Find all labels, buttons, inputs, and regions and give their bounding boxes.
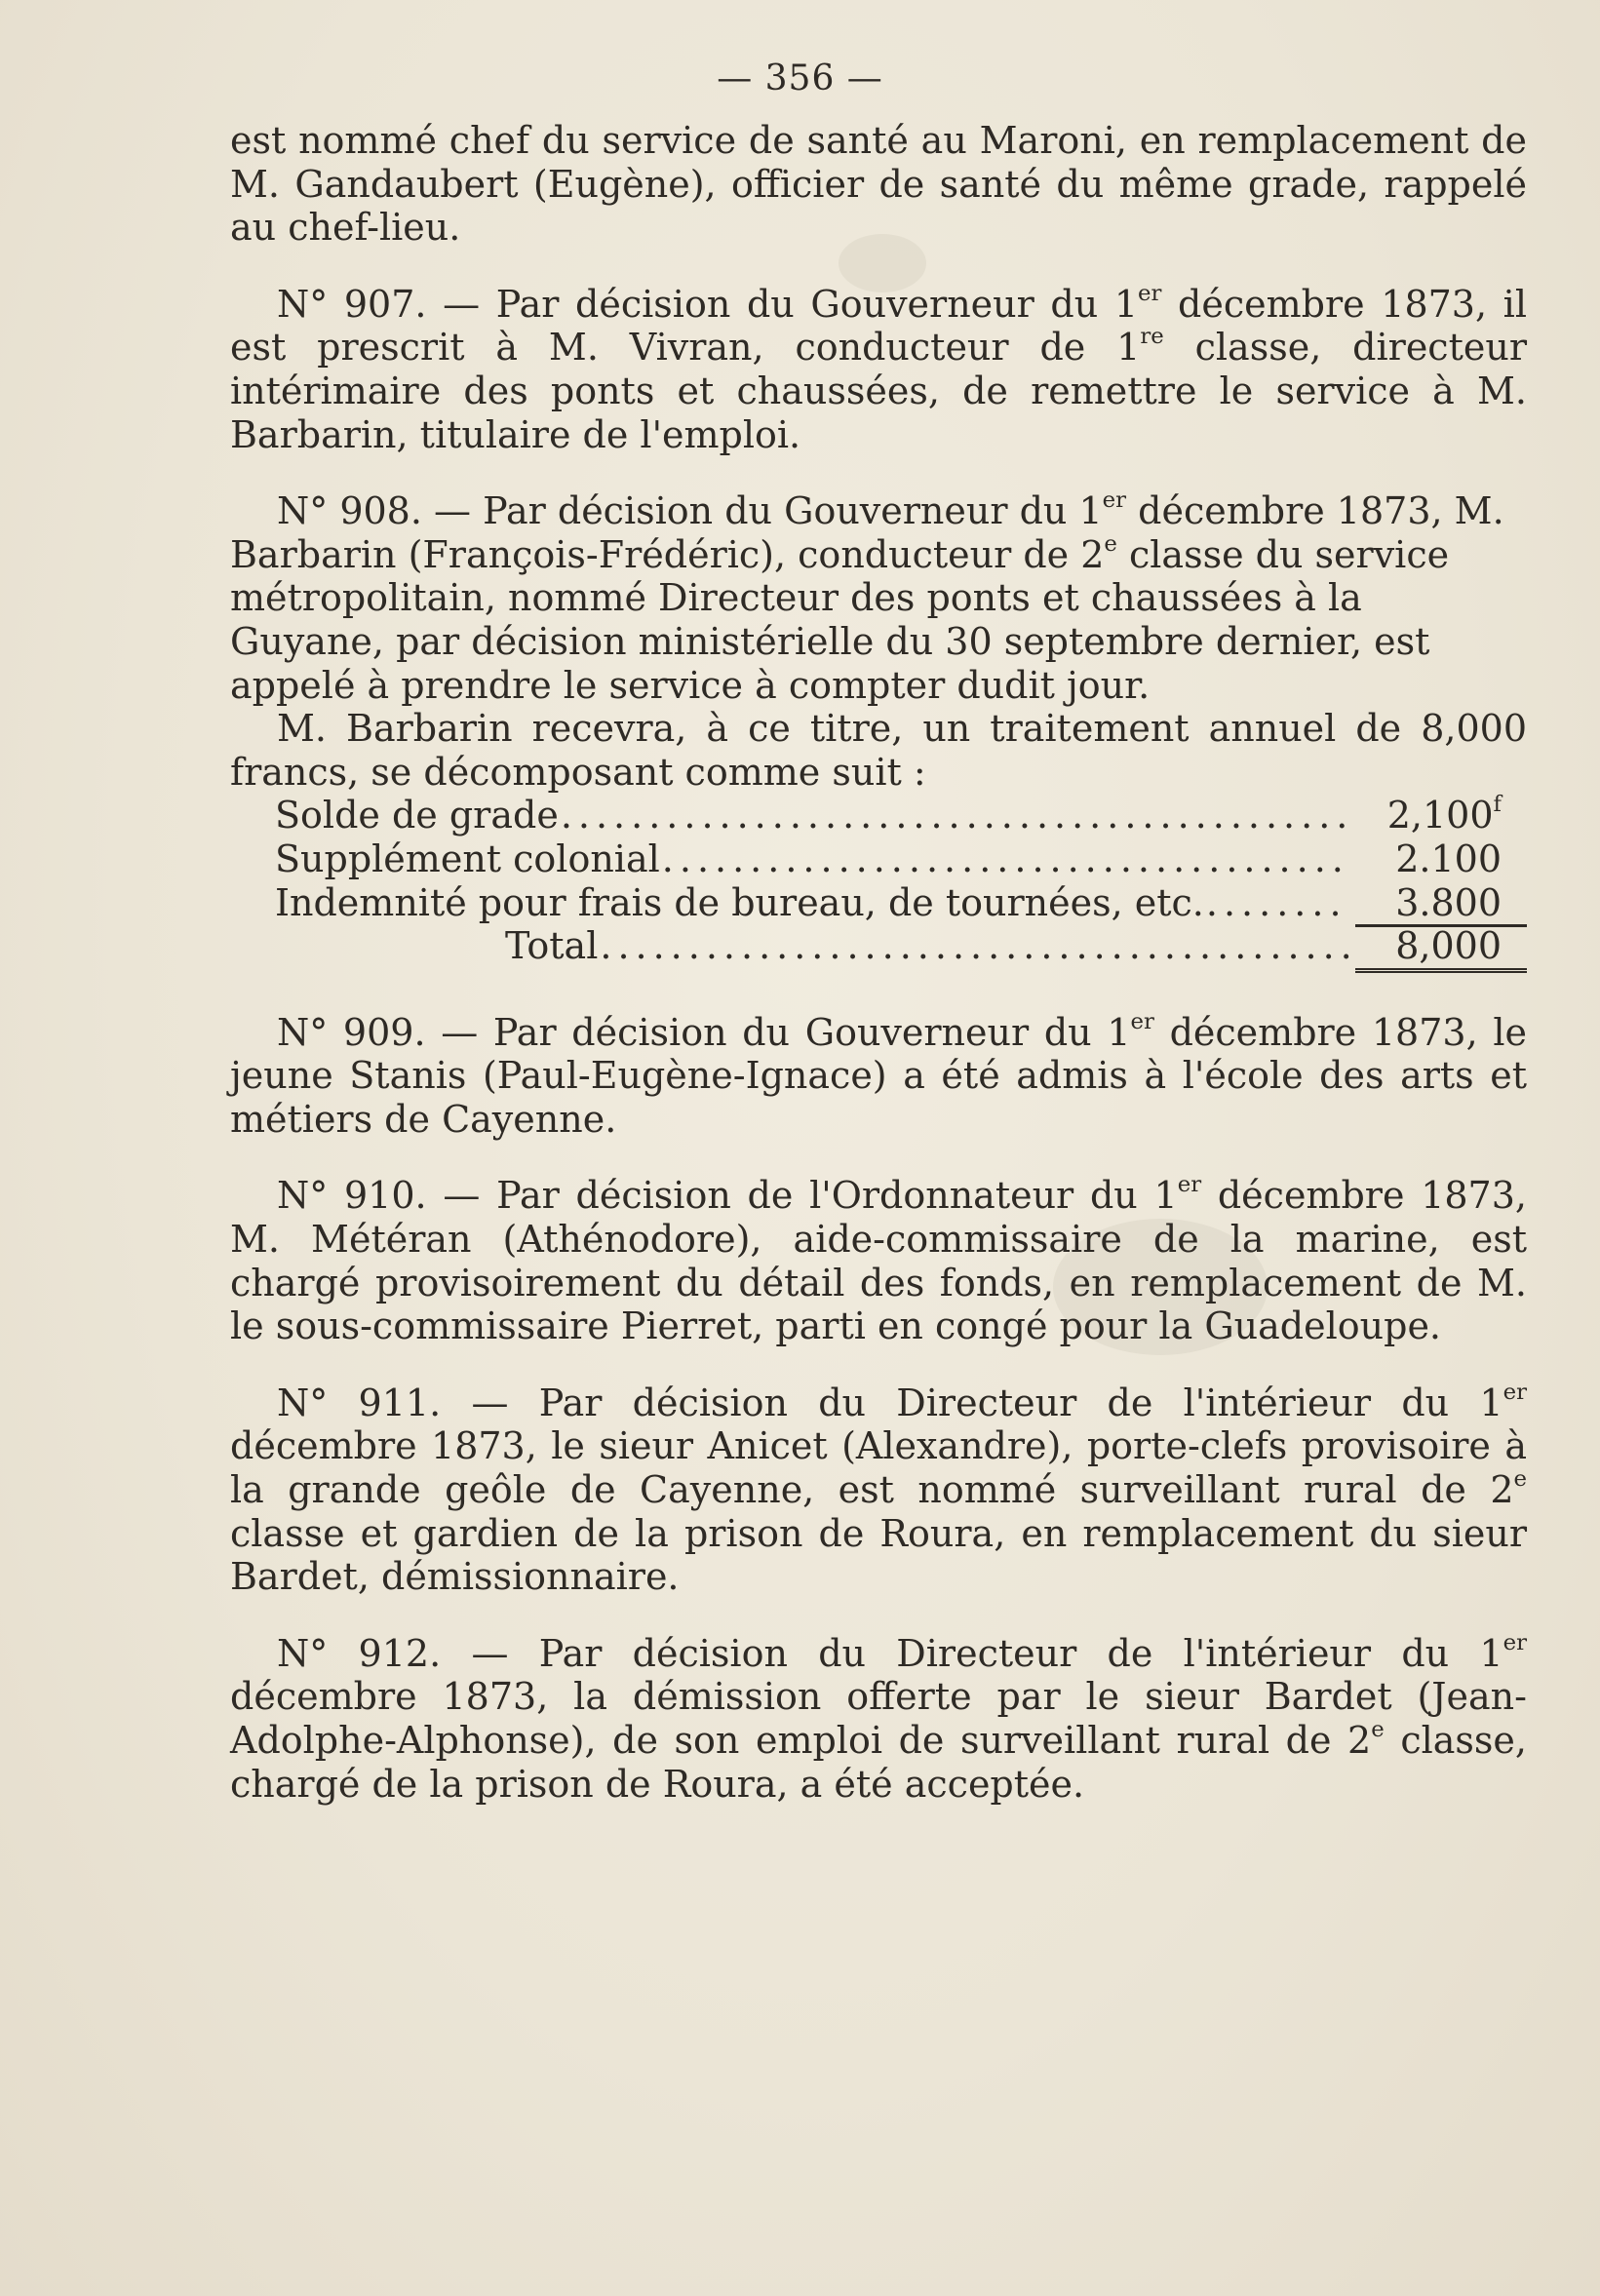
- salary-amount: 2,100$^f$: [1386, 792, 1502, 837]
- decision-910: [230, 1174, 1527, 1347]
- decision-text: classe, chargé de la prison de Roura, a été acceptée.: [230, 1719, 1527, 1806]
- salary-amount: 2.100: [1395, 837, 1502, 880]
- decision-text: décembre 1873, la démission offerte par le sieur Bardet (Jean-Adolphe-Alphonse), de son emploi de surveillant rural de 2: [230, 1675, 1527, 1762]
- dot-leader: [600, 924, 1349, 968]
- salary-amount: 3.800: [1355, 881, 1527, 928]
- total-label: Total: [505, 924, 599, 968]
- dot-leader: [662, 837, 1349, 881]
- decision-text: classe et gardien de la prison de Roura, en remplacement du sieur Bardet, démissionnaire.: [230, 1511, 1527, 1599]
- intro-paragraph: est nommé chef du service de santé au Maroni, en remplacement de M. Gandaubert (Eugène), officier de santé du même grade, rappelé au chef-lieu.: [230, 119, 1527, 250]
- decision-text: — Par décision du Gouverneur du 1: [426, 282, 1139, 326]
- decision-number: N° 912.: [277, 1631, 442, 1675]
- decision-text: — Par décision du Gouverneur du 1: [425, 1010, 1131, 1054]
- decision-number: N° 911.: [277, 1381, 442, 1424]
- decision-text: — Par décision du Gouverneur du 1: [421, 489, 1103, 533]
- salary-total-row: [230, 924, 1527, 968]
- decision-909: [230, 1008, 1527, 1142]
- superscript: re: [1140, 324, 1164, 350]
- decision-text: décembre 1873, M. Météran (Athénodore), aide-commissaire de la marine, est chargé provisoirement du détail des fonds, en remplacement de M. le sous-commissaire Pierret, parti en congé pour la Guadeloupe.: [230, 1174, 1527, 1348]
- salary-label: Solde de grade: [275, 794, 559, 837]
- decision-text: décembre 1873, le jeune Stanis (Paul-Eugène-Ignace) a été admis à l'école des arts et métiers de Cayenne.: [230, 1010, 1527, 1141]
- salary-label: Indemnité pour frais de bureau, de tournées, etc.: [275, 880, 1204, 924]
- superscript: e: [1513, 1465, 1527, 1492]
- superscript: er: [1130, 1008, 1154, 1034]
- page-body: [230, 119, 1527, 1806]
- decision-text: décembre 1873, il est prescrit à M. Vivran, conducteur de 1: [230, 282, 1527, 370]
- dot-leader: [1206, 881, 1349, 925]
- decision-text: décembre 1873, M. Barbarin (François-Frédéric), conducteur de 2: [230, 489, 1504, 576]
- decision-number: N° 907.: [277, 282, 427, 326]
- decision-text: — Par décision de l'Ordonnateur du 1: [426, 1174, 1178, 1218]
- salary-row: [230, 837, 1527, 881]
- superscript: e: [1104, 530, 1117, 557]
- superscript: er: [1502, 1629, 1527, 1655]
- salary-row: [230, 794, 1527, 837]
- superscript: er: [1177, 1172, 1202, 1198]
- dot-leader: [561, 794, 1349, 837]
- salary-label: Supplément colonial: [275, 837, 660, 880]
- decision-912: [230, 1629, 1527, 1806]
- decision-text: classe, directeur intérimaire des ponts et chaussées, de remettre le service à M. Barbarin, titulaire de l'emploi.: [230, 326, 1527, 456]
- salary-paragraph: M. Barbarin recevra, à ce titre, un traitement annuel de 8,000 francs, se décomposant comme suit :: [230, 707, 1527, 794]
- decision-text: décembre 1873, le sieur Anicet (Alexandre), porte-clefs provisoire à la grande geôle de Cayenne, est nommé surveillant rural de 2: [230, 1424, 1527, 1512]
- superscript: er: [1138, 280, 1162, 306]
- decision-number: N° 909.: [277, 1010, 426, 1054]
- decision-number: N° 908.: [277, 489, 422, 533]
- total-amount: 8,000: [1355, 924, 1527, 973]
- superscript: er: [1502, 1379, 1527, 1405]
- superscript: e: [1371, 1716, 1385, 1742]
- page-number: — 356 —: [717, 58, 883, 98]
- decision-text: classe du service métropolitain, nommé Directeur des ponts et chaussées à la Guyane, par décision ministérielle du 30 septembre dernier, est appelé à prendre le service à compter dudit jour.: [230, 532, 1450, 707]
- decision-number: N° 910.: [277, 1174, 427, 1218]
- decision-text: — Par décision du Directeur de l'intérieur du 1: [441, 1631, 1503, 1675]
- decision-text: — Par décision du Directeur de l'intérieur du 1: [441, 1381, 1503, 1424]
- decision-911: [230, 1381, 1527, 1599]
- decision-908: [230, 489, 1527, 707]
- salary-row: [230, 881, 1527, 925]
- decision-907: [230, 280, 1527, 456]
- superscript: er: [1102, 487, 1127, 514]
- salary-table: [230, 794, 1527, 967]
